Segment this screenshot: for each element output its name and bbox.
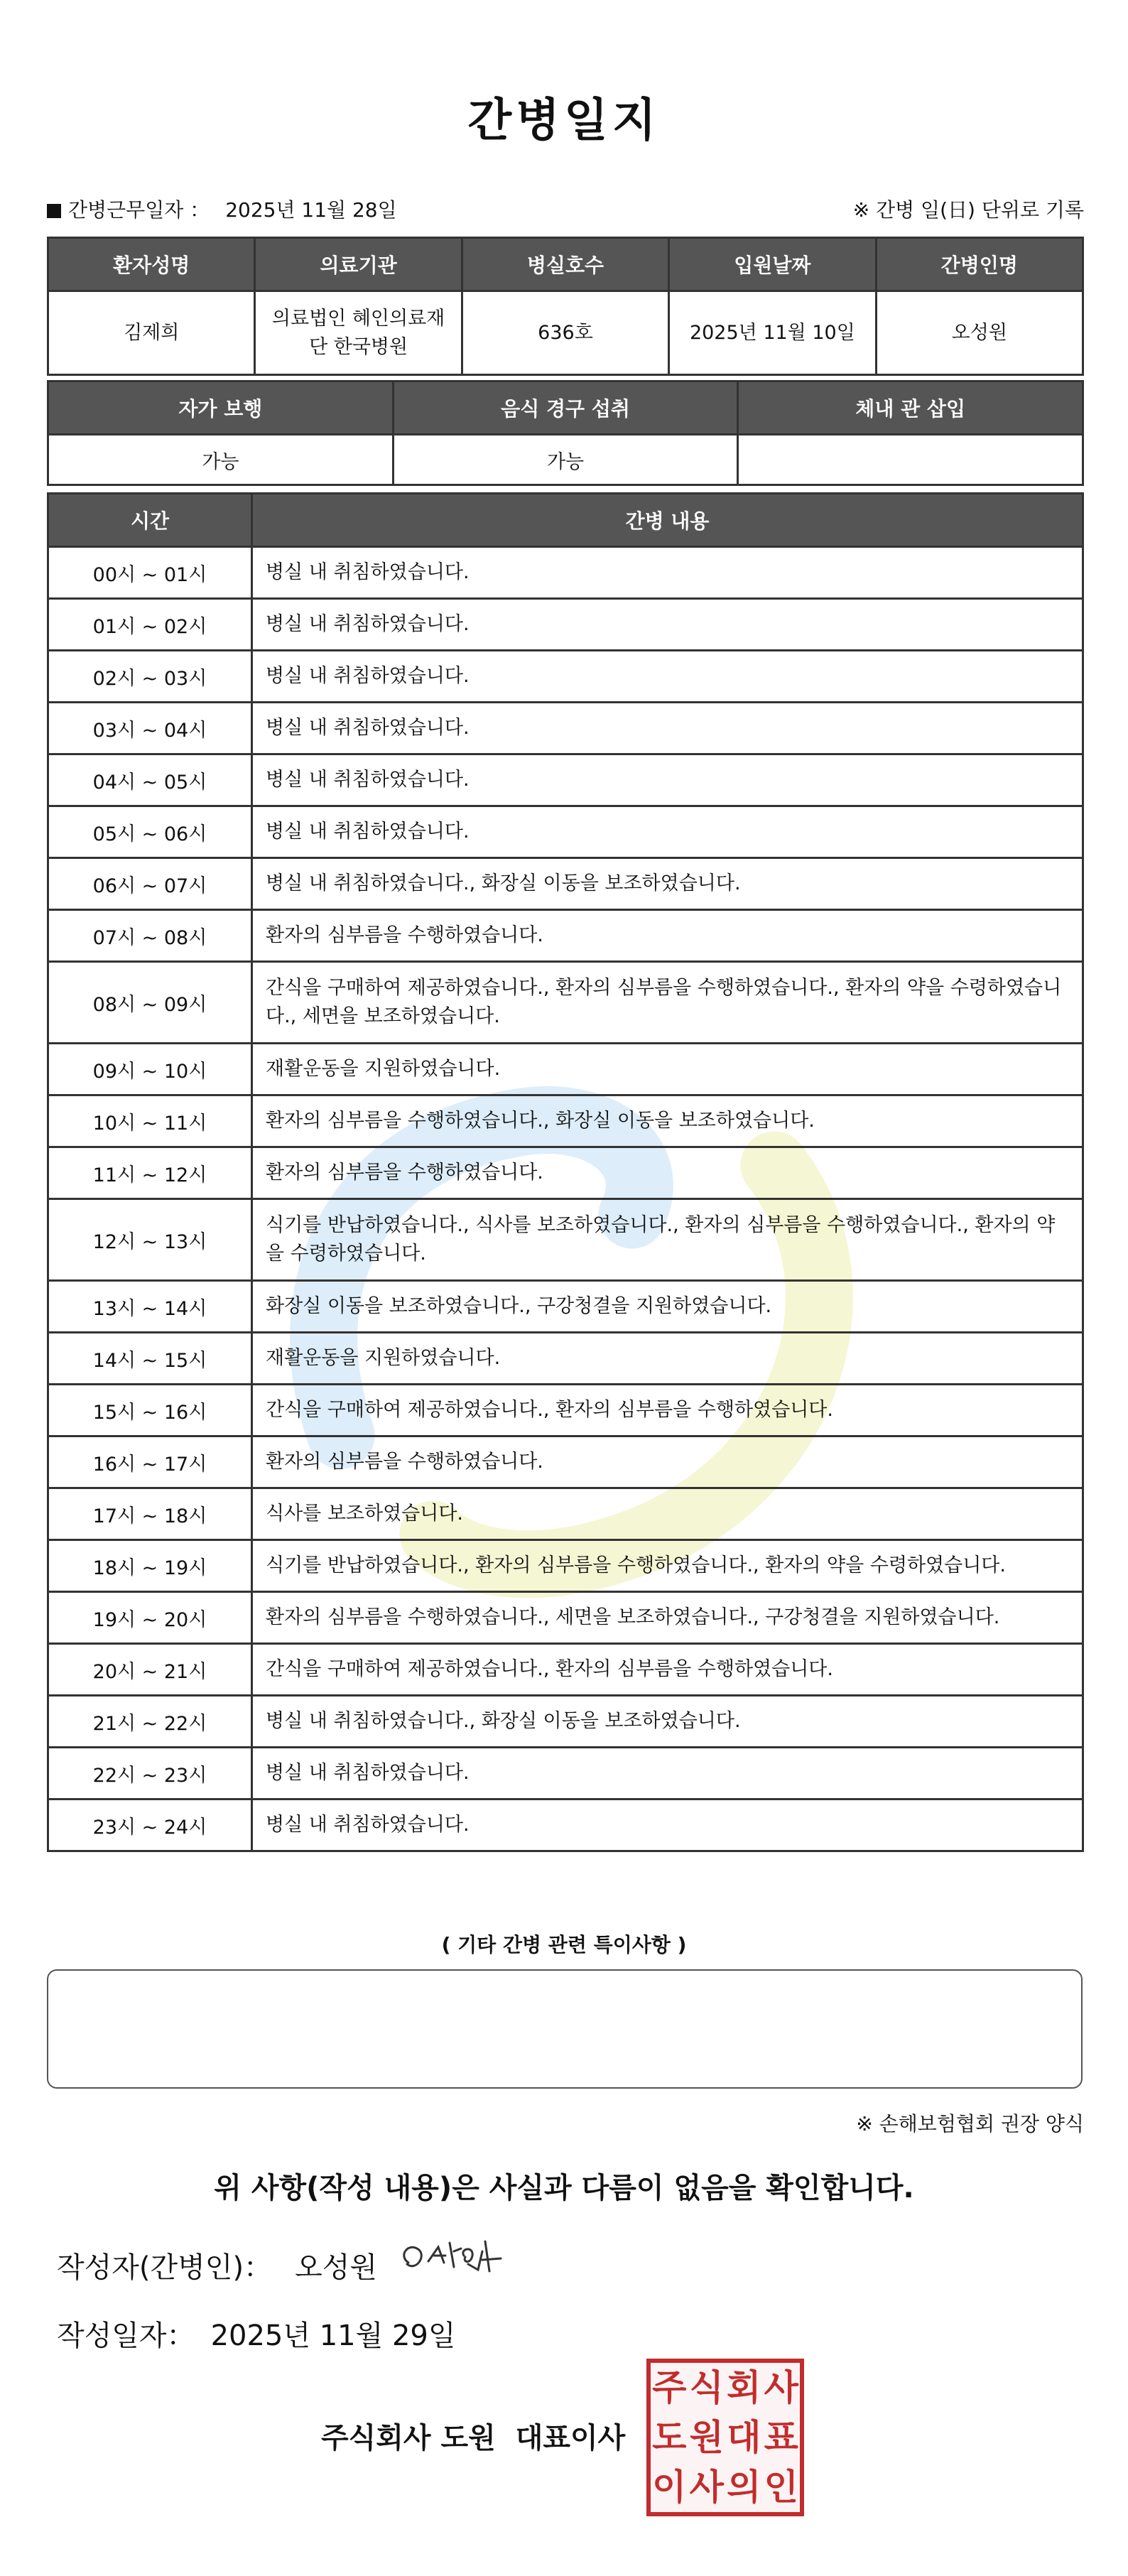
care-content: 환자의 심부름을 수행하였습니다., 화장실 이동을 보조하였습니다. <box>252 1095 1083 1147</box>
care-content: 식사를 보조하였습니다. <box>252 1488 1083 1540</box>
recommend-note: ※ 손해보험협회 권장 양식 <box>856 2112 1084 2136</box>
time-slot: 14시 ~ 15시 <box>48 1333 252 1385</box>
handwritten-signature-icon <box>394 2227 508 2284</box>
header-self-walking: 자가 보행 <box>48 381 394 435</box>
care-content: 병실 내 취침하였습니다. <box>252 547 1083 599</box>
time-slot: 02시 ~ 03시 <box>48 651 252 703</box>
patient-name: 김제희 <box>48 291 255 375</box>
time-slot: 21시 ~ 22시 <box>48 1696 252 1748</box>
table-row <box>48 651 1083 703</box>
time-slot: 12시 ~ 13시 <box>48 1199 252 1281</box>
patient-info-table <box>47 237 1084 376</box>
table-row <box>48 962 1083 1044</box>
care-content: 간식을 구매하여 제공하였습니다., 환자의 심부름을 수행하였습니다. <box>252 1644 1083 1696</box>
meta-row <box>47 193 1084 224</box>
time-slot: 05시 ~ 06시 <box>48 806 252 858</box>
header-admission-date: 입원날짜 <box>669 238 876 291</box>
written-date-label: 작성일자： <box>57 2320 195 2352</box>
confirmation-statement: 위 사항(작성 내용)은 사실과 다름이 없음을 확인합니다. <box>214 2172 914 2204</box>
table-row <box>48 1199 1083 1281</box>
header-patient-name: 환자성명 <box>48 238 255 291</box>
table-row <box>48 1385 1083 1436</box>
hospital-name: 의료법인 혜인의료재단 한국병원 <box>255 291 462 375</box>
care-content: 환자의 심부름을 수행하였습니다., 세면을 보조하였습니다., 구강청결을 지원하였습니다. <box>252 1592 1083 1644</box>
header-care-content: 간병 내용 <box>252 494 1083 547</box>
writer-line <box>57 2245 377 2285</box>
admission-date: 2025년 11월 10일 <box>669 291 876 375</box>
care-content: 간식을 구매하여 제공하였습니다., 환자의 심부름을 수행하였습니다. <box>252 1385 1083 1436</box>
header-hospital: 의료기관 <box>255 238 462 291</box>
document-title: 간병일지 <box>467 94 661 147</box>
time-slot: 18시 ~ 19시 <box>48 1540 252 1592</box>
table-row <box>48 1644 1083 1696</box>
written-date-value: 2025년 11월 29일 <box>210 2320 456 2352</box>
time-slot: 00시 ~ 01시 <box>48 547 252 599</box>
time-slot: 09시 ~ 10시 <box>48 1044 252 1095</box>
care-content: 병실 내 취침하였습니다. <box>252 703 1083 754</box>
company-line <box>321 2415 625 2456</box>
room-number: 636호 <box>462 291 668 375</box>
care-log-table <box>47 492 1084 1852</box>
table-row <box>48 1044 1083 1095</box>
special-notes-title: ( 기타 간병 관련 특이사항 ) <box>441 1933 687 1957</box>
care-content: 환자의 심부름을 수행하였습니다. <box>252 1436 1083 1488</box>
care-content: 화장실 이동을 보조하였습니다., 구강청결을 지원하였습니다. <box>252 1281 1083 1333</box>
seal-char: 원 <box>689 2416 724 2458</box>
time-slot: 11시 ~ 12시 <box>48 1147 252 1199</box>
writer-name: 오성원 <box>295 2251 377 2284</box>
table-row <box>48 1748 1083 1800</box>
seal-char: 사 <box>764 2366 798 2408</box>
time-slot: 04시 ~ 05시 <box>48 754 252 806</box>
company-seal-icon <box>646 2359 804 2516</box>
square-bullet-icon <box>47 204 61 218</box>
time-slot: 23시 ~ 24시 <box>48 1800 252 1851</box>
table-row <box>48 754 1083 806</box>
special-notes-box <box>47 1969 1083 2089</box>
writer-label: 작성자(간병인)： <box>57 2251 273 2284</box>
table-row <box>48 858 1083 910</box>
time-slot: 22시 ~ 23시 <box>48 1748 252 1800</box>
time-slot: 06시 ~ 07시 <box>48 858 252 910</box>
care-content: 병실 내 취침하였습니다., 화장실 이동을 보조하였습니다. <box>252 1696 1083 1748</box>
seal-char: 주 <box>652 2366 687 2408</box>
care-content: 환자의 심부름을 수행하였습니다. <box>252 1147 1083 1199</box>
care-content: 병실 내 취침하였습니다. <box>252 754 1083 806</box>
unit-note: ※ 간병 일(日) 단위로 기록 <box>852 198 1084 222</box>
seal-char: 인 <box>764 2466 798 2508</box>
company-name: 주식회사 도원 <box>321 2422 496 2455</box>
table-row <box>48 1488 1083 1540</box>
care-content: 재활운동을 지원하였습니다. <box>252 1333 1083 1385</box>
tube-insertion-value <box>738 435 1083 485</box>
care-content: 병실 내 취침하였습니다. <box>252 1800 1083 1851</box>
care-content: 환자의 심부름을 수행하였습니다. <box>252 910 1083 962</box>
seal-char: 식 <box>689 2366 724 2408</box>
table-row <box>48 1592 1083 1644</box>
seal-char: 대 <box>727 2416 761 2458</box>
care-content: 재활운동을 지원하였습니다. <box>252 1044 1083 1095</box>
time-slot: 07시 ~ 08시 <box>48 910 252 962</box>
time-slot: 08시 ~ 09시 <box>48 962 252 1044</box>
seal-char: 의 <box>727 2466 761 2508</box>
self-walking-value: 가능 <box>48 435 394 485</box>
seal-char: 이 <box>652 2466 687 2508</box>
time-slot: 20시 ~ 21시 <box>48 1644 252 1696</box>
work-date-value: 2025년 11월 28일 <box>225 198 397 222</box>
care-content: 간식을 구매하여 제공하였습니다., 환자의 심부름을 수행하였습니다., 환자의 약을 수령하였습니다., 세면을 보조하였습니다. <box>252 962 1083 1044</box>
time-slot: 13시 ~ 14시 <box>48 1281 252 1333</box>
time-slot: 19시 ~ 20시 <box>48 1592 252 1644</box>
table-row <box>48 1800 1083 1851</box>
work-date-label: 간병근무일자 ： <box>68 198 210 222</box>
table-row <box>48 1095 1083 1147</box>
time-slot: 16시 ~ 17시 <box>48 1436 252 1488</box>
time-slot: 17시 ~ 18시 <box>48 1488 252 1540</box>
care-content: 병실 내 취침하였습니다. <box>252 651 1083 703</box>
table-row <box>48 1147 1083 1199</box>
time-slot: 10시 ~ 11시 <box>48 1095 252 1147</box>
time-slot: 15시 ~ 16시 <box>48 1385 252 1436</box>
header-room-number: 병실호수 <box>462 238 668 291</box>
header-oral-intake: 음식 경구 섭취 <box>393 381 738 435</box>
care-content: 병실 내 취침하였습니다., 화장실 이동을 보조하였습니다. <box>252 858 1083 910</box>
table-row <box>48 703 1083 754</box>
table-row <box>48 1333 1083 1385</box>
header-caregiver-name: 간병인명 <box>876 238 1083 291</box>
care-content: 병실 내 취침하였습니다. <box>252 806 1083 858</box>
table-row <box>48 1696 1083 1748</box>
patient-status-table <box>47 380 1084 486</box>
ceo-title: 대표이사 <box>515 2422 626 2455</box>
written-date-line <box>57 2313 456 2354</box>
header-time: 시간 <box>48 494 252 547</box>
header-tube-insertion: 체내 관 삽입 <box>738 381 1083 435</box>
table-row <box>48 1281 1083 1333</box>
table-row <box>48 547 1083 599</box>
caregiver-name: 오성원 <box>876 291 1083 375</box>
time-slot: 01시 ~ 02시 <box>48 599 252 651</box>
table-row <box>48 806 1083 858</box>
seal-char: 도 <box>652 2416 687 2458</box>
care-content: 식기를 반납하였습니다., 환자의 심부름을 수행하였습니다., 환자의 약을 수령하였습니다. <box>252 1540 1083 1592</box>
table-row <box>48 1540 1083 1592</box>
care-content: 병실 내 취침하였습니다. <box>252 599 1083 651</box>
seal-char: 사 <box>689 2466 724 2508</box>
oral-intake-value: 가능 <box>393 435 738 485</box>
care-content: 식기를 반납하였습니다., 식사를 보조하였습니다., 환자의 심부름을 수행하였습니다., 환자의 약을 수령하였습니다. <box>252 1199 1083 1281</box>
time-slot: 03시 ~ 04시 <box>48 703 252 754</box>
work-date <box>47 195 397 223</box>
seal-char: 회 <box>727 2366 761 2408</box>
table-row <box>48 599 1083 651</box>
table-row <box>48 1436 1083 1488</box>
seal-char: 표 <box>764 2416 798 2458</box>
care-content: 병실 내 취침하였습니다. <box>252 1748 1083 1800</box>
table-row <box>48 910 1083 962</box>
